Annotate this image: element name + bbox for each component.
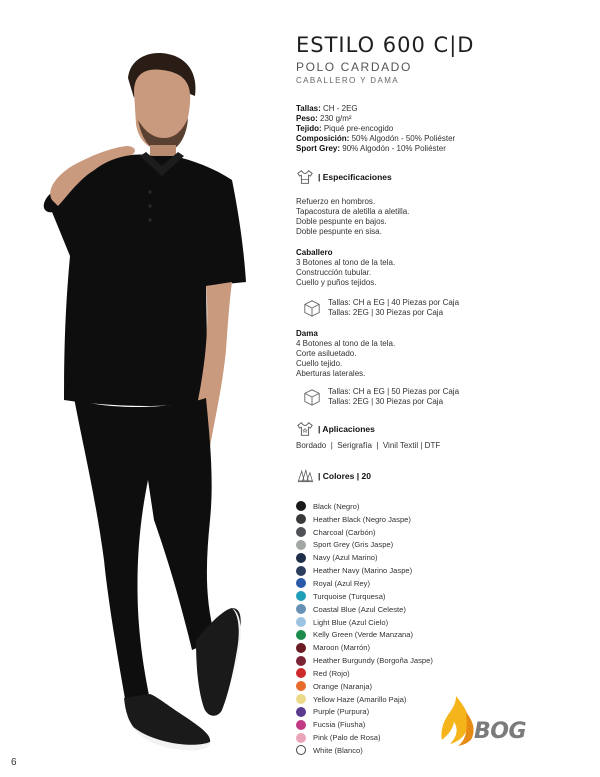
color-item bbox=[296, 667, 433, 680]
aplicaciones-heading-text: | Aplicaciones bbox=[318, 424, 375, 434]
spec-label: Tejido: bbox=[296, 124, 322, 133]
box-icon bbox=[302, 299, 322, 317]
color-item bbox=[296, 616, 433, 629]
color-item bbox=[296, 628, 433, 641]
spec-value: 50% Algodón - 50% Poliéster bbox=[349, 134, 456, 143]
color-swatch bbox=[296, 733, 306, 743]
color-swatch bbox=[296, 694, 306, 704]
color-item bbox=[296, 680, 433, 693]
color-name: Heather Black (Negro Jaspe) bbox=[313, 514, 411, 524]
color-swatch bbox=[296, 745, 306, 755]
color-item bbox=[296, 539, 433, 552]
spec-line: Tapacostura de aletilla a aletilla. bbox=[296, 207, 410, 216]
caballero-line: 3 Botones al tono de la tela. bbox=[296, 258, 396, 267]
color-name: Heather Burgundy (Borgoña Jaspe) bbox=[313, 656, 433, 666]
color-name: Pink (Palo de Rosa) bbox=[313, 733, 381, 743]
color-name: Navy (Azul Marino) bbox=[313, 553, 378, 563]
dama-line: 4 Botones al tono de la tela. bbox=[296, 339, 396, 348]
color-name: Royal (Azul Rey) bbox=[313, 578, 370, 588]
color-swatch bbox=[296, 578, 306, 588]
color-name: Light Blue (Azul Cielo) bbox=[313, 617, 389, 627]
caballero-heading: Caballero bbox=[296, 248, 333, 257]
spec-row bbox=[296, 104, 455, 114]
color-swatch bbox=[296, 514, 306, 524]
packing-line: Tallas: 2EG | 30 Piezas por Caja bbox=[328, 308, 444, 317]
color-swatch bbox=[296, 707, 306, 717]
dama-line: Aberturas laterales. bbox=[296, 369, 366, 378]
color-name: Black (Negro) bbox=[313, 501, 360, 511]
color-swatch bbox=[296, 617, 306, 627]
color-swatch bbox=[296, 720, 306, 730]
color-item bbox=[296, 603, 433, 616]
color-item bbox=[296, 551, 433, 564]
color-item bbox=[296, 641, 433, 654]
color-name: Heather Navy (Marino Jaspe) bbox=[313, 566, 413, 576]
spec-label: Composición: bbox=[296, 134, 350, 143]
spec-line: Doble pespunte en bajos. bbox=[296, 217, 387, 226]
spec-row bbox=[296, 114, 455, 124]
especificaciones-heading-text: | Especificaciones bbox=[318, 172, 392, 182]
color-name: Purple (Purpura) bbox=[313, 707, 370, 717]
especificaciones-list bbox=[296, 197, 409, 237]
product-subtitle: POLO CARDADO bbox=[296, 60, 412, 74]
shirt-icon bbox=[296, 168, 314, 186]
caballero-line: Cuello y puños tejidos. bbox=[296, 278, 377, 287]
aplicaciones-heading bbox=[296, 420, 375, 438]
dama-line: Corte asiluetado. bbox=[296, 349, 357, 358]
spec-label: Tallas: bbox=[296, 104, 321, 113]
color-item bbox=[296, 500, 433, 513]
color-swatch bbox=[296, 501, 306, 511]
color-item bbox=[296, 654, 433, 667]
spec-row bbox=[296, 134, 455, 144]
spec-row bbox=[296, 144, 455, 154]
spec-value: 90% Algodón - 10% Poliéster bbox=[340, 144, 446, 153]
color-item bbox=[296, 718, 433, 731]
color-swatch bbox=[296, 681, 306, 691]
color-swatch bbox=[296, 591, 306, 601]
dama-section bbox=[296, 329, 395, 379]
color-item bbox=[296, 564, 433, 577]
color-name: Yellow Haze (Amarillo Paja) bbox=[313, 694, 407, 704]
color-swatch bbox=[296, 668, 306, 678]
color-swatch bbox=[296, 656, 306, 666]
packing-line: Tallas: CH a EG | 50 Piezas por Caja bbox=[328, 387, 460, 396]
packing-line: Tallas: CH a EG | 40 Piezas por Caja bbox=[328, 298, 460, 307]
color-swatch bbox=[296, 604, 306, 614]
spec-line: Refuerzo en hombros. bbox=[296, 197, 376, 206]
model-illustration bbox=[0, 0, 285, 777]
colores-heading-text: | Colores | 20 bbox=[318, 471, 371, 481]
color-name: Red (Rojo) bbox=[313, 668, 350, 678]
color-name: Orange (Naranja) bbox=[313, 681, 373, 691]
spec-row bbox=[296, 124, 455, 134]
colores-heading bbox=[296, 467, 371, 485]
color-item bbox=[296, 513, 433, 526]
color-name: Turquoise (Turquesa) bbox=[313, 591, 386, 601]
color-name: Charcoal (Carbón) bbox=[313, 527, 376, 537]
caballero-section bbox=[296, 248, 395, 288]
dama-line: Cuello tejido. bbox=[296, 359, 343, 368]
brand-logo: BOG bbox=[474, 719, 527, 744]
product-title: ESTILO 600 C|D bbox=[296, 33, 475, 57]
box-icon bbox=[302, 388, 322, 406]
color-item bbox=[296, 731, 433, 744]
spec-line: Doble pespunte en sisa. bbox=[296, 227, 382, 236]
spec-value: Piqué pre-encogido bbox=[321, 124, 394, 133]
model-photo bbox=[0, 0, 285, 777]
spec-label: Sport Grey: bbox=[296, 144, 341, 153]
color-item bbox=[296, 577, 433, 590]
color-swatch bbox=[296, 527, 306, 537]
spec-list bbox=[296, 104, 455, 154]
aplicaciones-text: Bordado | Serigrafía | Vinil Textil | DTF bbox=[296, 441, 441, 450]
dama-heading: Dama bbox=[296, 329, 318, 338]
caballero-packing bbox=[302, 298, 459, 318]
packing-line: Tallas: 2EG | 30 Piezas por Caja bbox=[328, 397, 444, 406]
color-swatch bbox=[296, 630, 306, 640]
color-swatch bbox=[296, 566, 306, 576]
spec-value: 230 g/m² bbox=[317, 114, 352, 123]
spec-value: CH - 2EG bbox=[320, 104, 358, 113]
color-name: White (Blanco) bbox=[313, 745, 363, 755]
color-name: Maroon (Marrón) bbox=[313, 643, 370, 653]
color-name: Fucsia (Fiusha) bbox=[313, 720, 366, 730]
product-audience: CABALLERO Y DAMA bbox=[296, 76, 400, 85]
color-item bbox=[296, 590, 433, 603]
color-item bbox=[296, 526, 433, 539]
color-item bbox=[296, 706, 433, 719]
caballero-line: Construcción tubular. bbox=[296, 268, 372, 277]
color-name: Coastal Blue (Azul Celeste) bbox=[313, 604, 406, 614]
especificaciones-heading bbox=[296, 168, 392, 186]
color-swatch bbox=[296, 540, 306, 550]
color-swatch bbox=[296, 553, 306, 563]
color-item bbox=[296, 693, 433, 706]
color-list bbox=[296, 500, 433, 757]
color-name: Sport Grey (Gris Jaspe) bbox=[313, 540, 394, 550]
color-name: Kelly Green (Verde Manzana) bbox=[313, 630, 414, 640]
page-number: 6 bbox=[11, 757, 17, 768]
color-item bbox=[296, 744, 433, 757]
dama-packing bbox=[302, 387, 459, 407]
shirt-star-icon bbox=[296, 420, 314, 438]
color-swatch-icon bbox=[296, 467, 314, 485]
spec-label: Peso: bbox=[296, 114, 318, 123]
color-swatch bbox=[296, 643, 306, 653]
